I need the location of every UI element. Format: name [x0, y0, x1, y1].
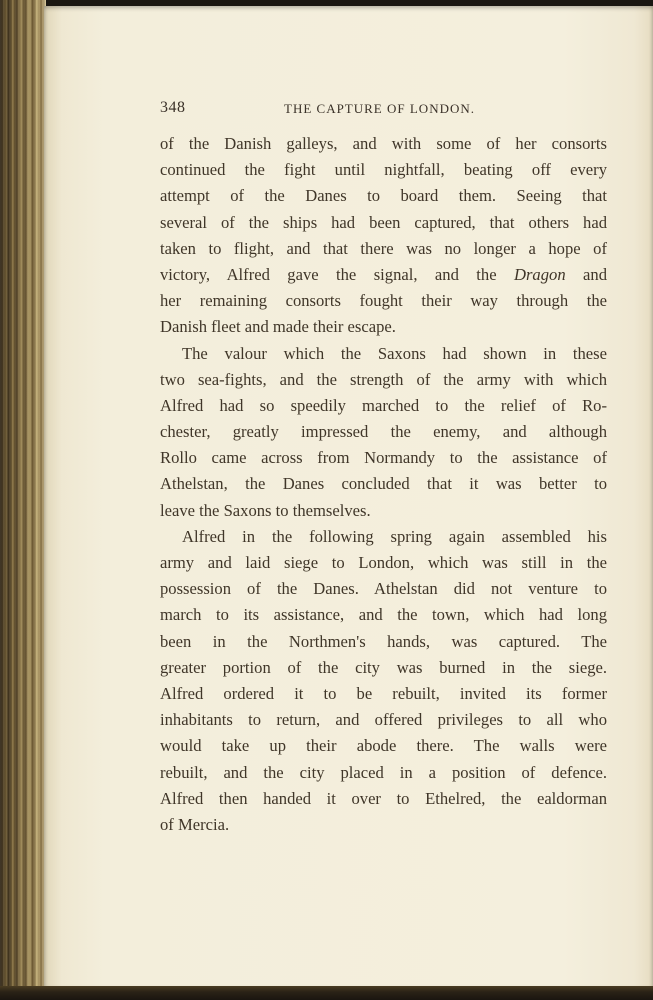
text-line: attempt of the Danes to board them. Seeing that: [160, 186, 607, 206]
paragraph-3: [160, 524, 607, 838]
text-line: inhabitants to return, and offered privileges to all who: [160, 710, 607, 730]
text-line: rebuilt, and the city placed in a position of defence.: [160, 762, 607, 782]
paragraph-2: [160, 341, 607, 524]
text-line: Rollo came across from Normandy to the assistance of: [160, 448, 607, 468]
text-line: greater portion of the city was burned in the siege.: [160, 657, 607, 677]
text-line: chester, greatly impressed the enemy, and although: [160, 422, 607, 442]
text-line: taken to flight, and that there was no longer a hope of: [160, 238, 607, 258]
text-line: Alfred then handed it over to Ethelred, the ealdorman: [160, 788, 607, 808]
text-line: Athelstan, the Danes concluded that it was better to: [160, 474, 607, 494]
paragraph-1: [160, 131, 607, 341]
page-header: [160, 99, 607, 121]
text-line: two sea-fights, and the strength of the army with which: [160, 369, 607, 389]
ship-name: Dragon: [513, 264, 566, 284]
text-line: her remaining consorts fought their way through the: [160, 291, 607, 311]
text-line: The valour which the Saxons had shown in these: [182, 343, 607, 363]
page-number: 348: [160, 99, 186, 116]
text-line: Alfred in the following spring again assembled his: [182, 526, 607, 546]
text-line: possession of the Danes. Athelstan did not venture to: [160, 579, 607, 599]
text-segment: victory, Alfred gave the signal, and the: [160, 264, 514, 284]
text-line: been in the Northmen's hands, was captured. The: [160, 631, 607, 651]
body-text: [160, 131, 607, 838]
text-line: [160, 262, 607, 288]
text-line: army and laid siege to London, which was still in the: [160, 553, 607, 572]
text-line: of the Danish galleys, and with some of her consorts: [160, 134, 607, 153]
text-line: Danish fleet and made their escape.: [160, 317, 396, 337]
running-head: THE CAPTURE OF LONDON.: [284, 101, 475, 116]
text-segment: and: [565, 264, 607, 284]
text-line: Alfred had so speedily marched to the relief of Ro-: [160, 395, 607, 415]
text-line: would take up their abode there. The walls were: [160, 736, 607, 756]
text-line: of Mercia.: [160, 814, 230, 834]
text-line: march to its assistance, and the town, which had long: [160, 605, 607, 625]
text-line: several of the ships had been captured, that others had: [160, 212, 607, 232]
text-line: Alfred ordered it to be rebuilt, invited its former: [160, 683, 607, 703]
book-bottom-edge: [0, 986, 653, 1000]
text-line: leave the Saxons to themselves.: [160, 500, 371, 520]
text-line: continued the fight until nightfall, beating off every: [160, 160, 607, 180]
page-edges: [0, 0, 46, 1000]
